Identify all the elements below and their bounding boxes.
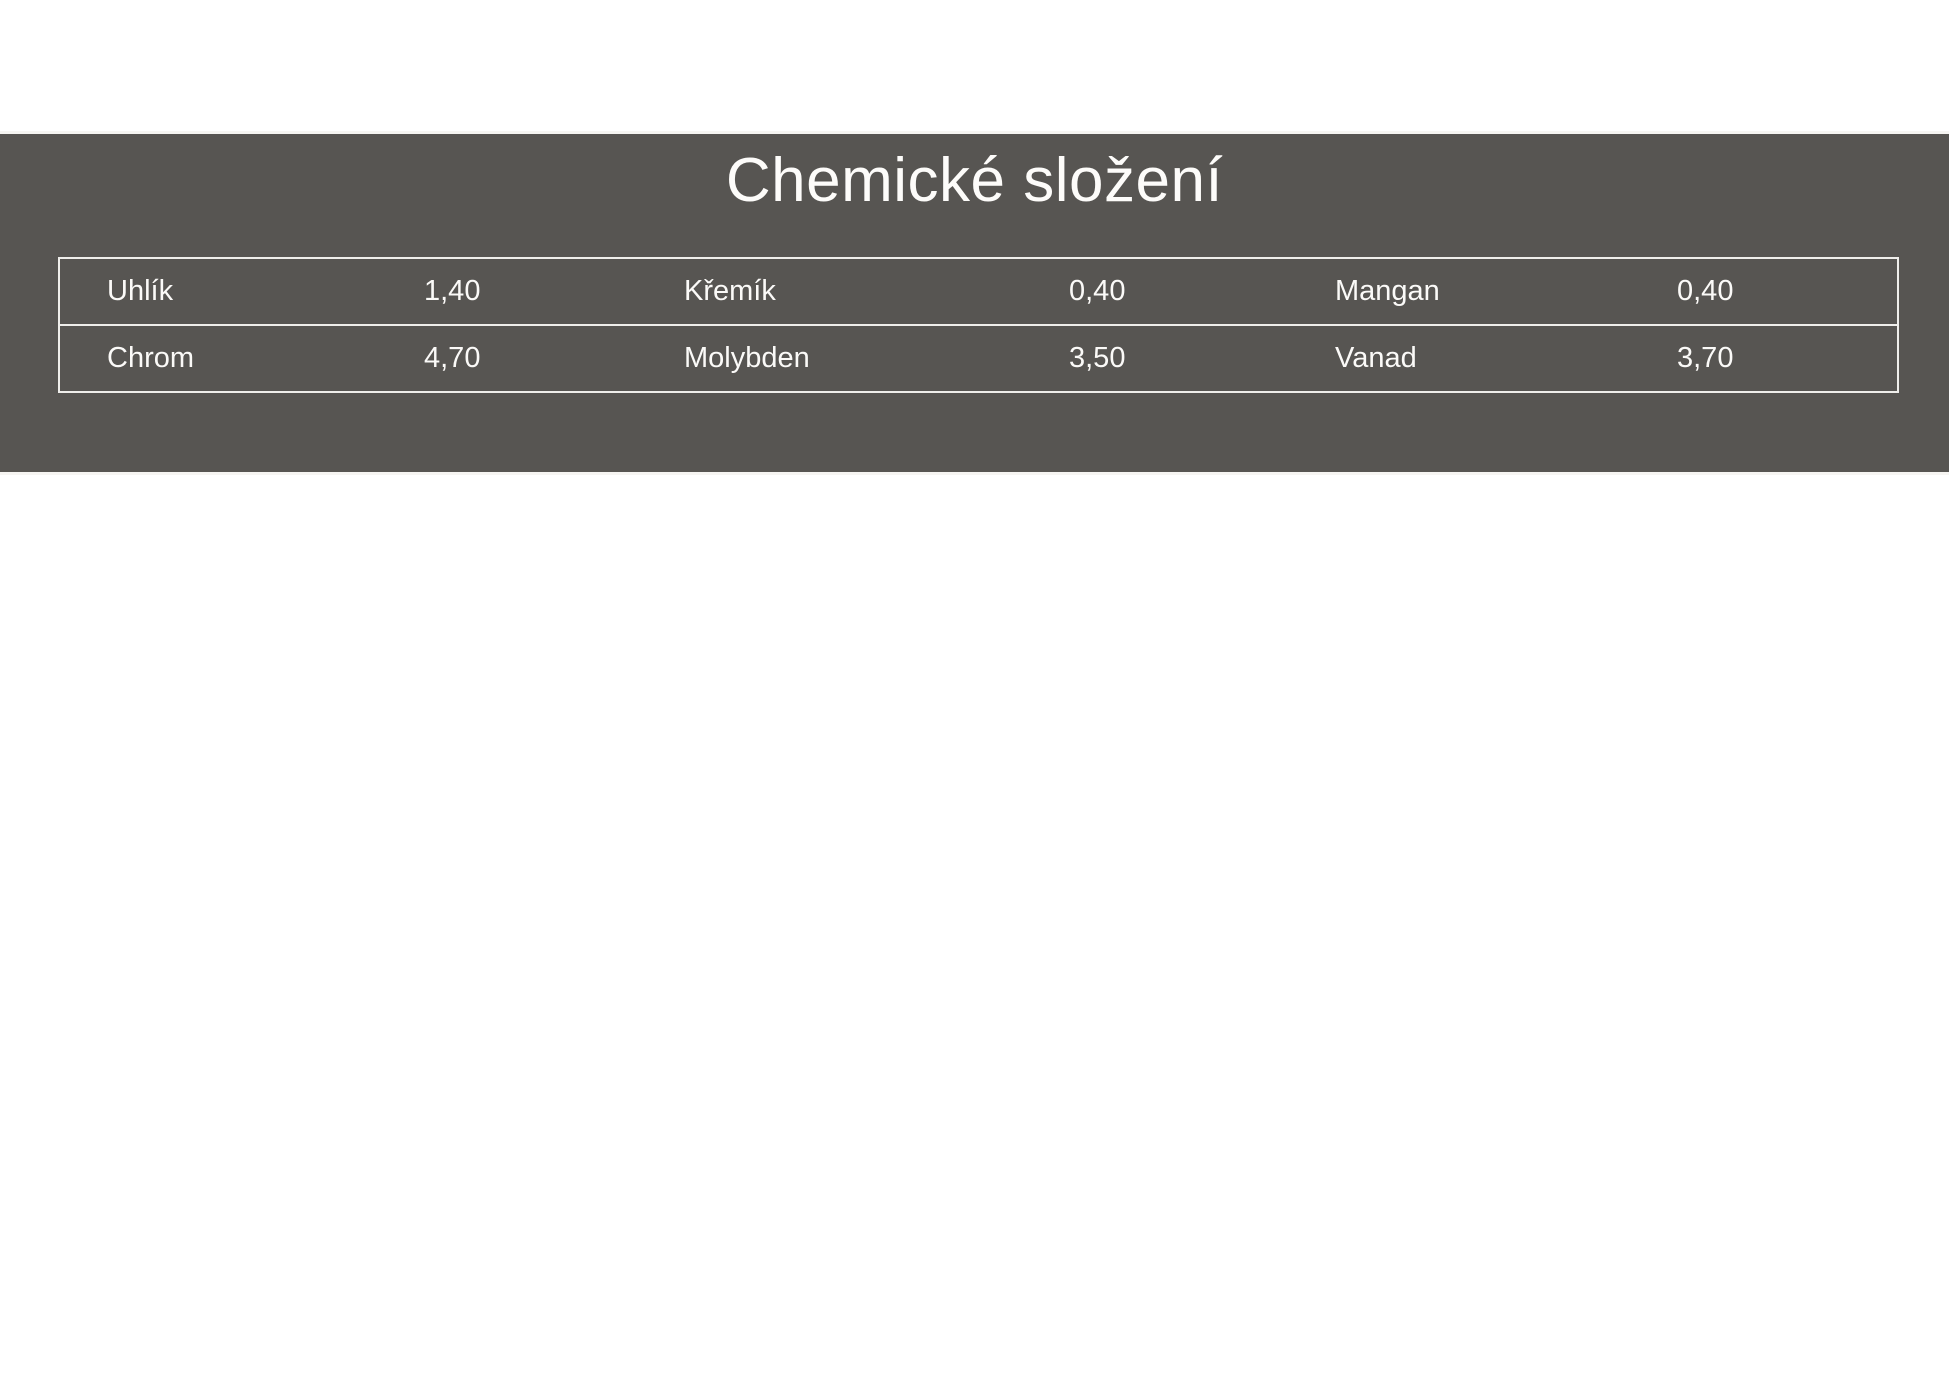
element-name-cell: Chrom — [107, 342, 195, 374]
element-value-cell: 3,50 — [1069, 342, 1126, 374]
element-value-cell: 1,40 — [424, 275, 481, 307]
element-name-cell: Molybden — [684, 342, 810, 374]
page-title: Chemické složení — [725, 146, 1224, 215]
table-row — [60, 259, 1897, 324]
element-name-cell: Mangan — [1335, 275, 1440, 307]
element-value-cell: 4,70 — [424, 342, 481, 374]
element-value-cell: 0,40 — [1069, 275, 1126, 307]
table-row — [60, 324, 1897, 391]
element-value-cell: 0,40 — [1677, 275, 1734, 307]
element-name-cell: Uhlík — [107, 275, 174, 307]
element-value-cell: 3,70 — [1677, 342, 1734, 374]
element-name-cell: Křemík — [684, 275, 776, 307]
element-name-cell: Vanad — [1335, 342, 1417, 374]
composition-table — [58, 257, 1899, 393]
